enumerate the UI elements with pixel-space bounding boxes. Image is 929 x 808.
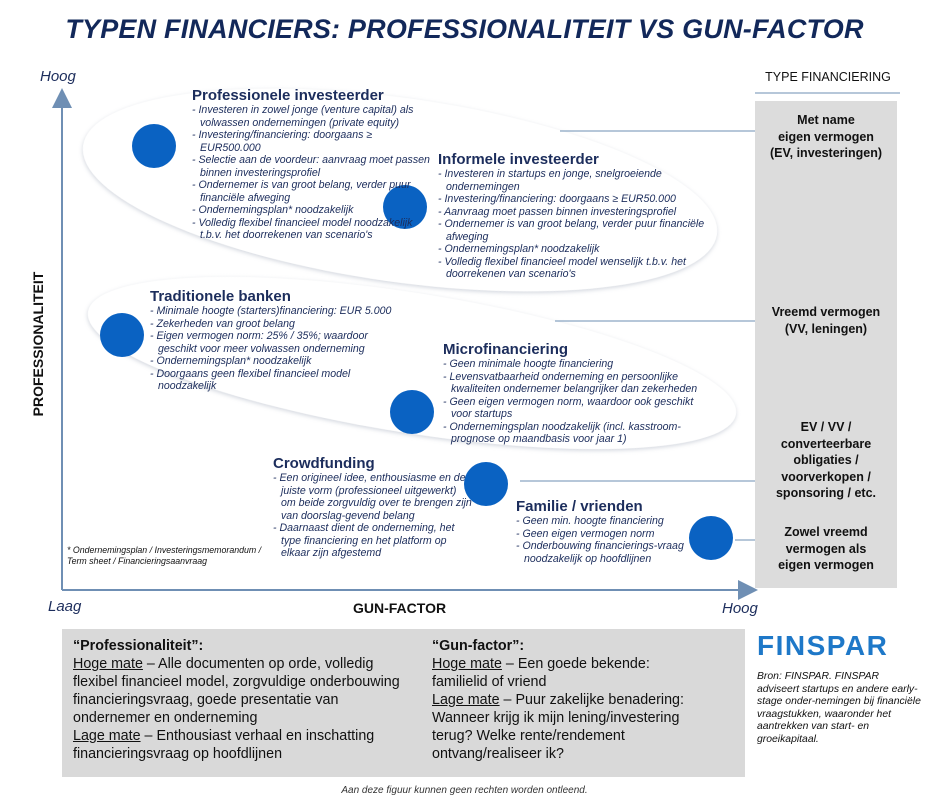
high-text: – Een goede bekende: familielid of vriend: [432, 656, 650, 690]
bullet-item: - Aanvraag moet passen binnen investeringsprofiel: [438, 206, 706, 219]
bullet-list: [443, 358, 713, 446]
page-title: TYPEN FINANCIERS: PROFESSIONALITEIT VS GUN-FACTOR: [65, 14, 864, 44]
disclaimer: Aan deze figuur kunnen geen rechten worden ontleend.: [341, 785, 588, 796]
cluster-crowdfunding: [273, 455, 473, 560]
bullet-item: - Doorgaans geen flexibel financieel model noodzakelijk: [150, 368, 398, 393]
footnote: * Ondernemingsplan / Investeringsmemorandum / Term sheet / Financieringsaanvraag: [67, 545, 262, 566]
bullet-item: - Volledig flexibel financieel model wenselijk t.b.v. het doorrekenen van scenario's: [438, 256, 706, 281]
type-financing-header: TYPE FINANCIERING: [765, 70, 891, 84]
low-text: – Puur zakelijke benadering: Wanneer krijg ik mijn lening/investering terug? Welke rente/rendement ontvang/realiseer ik?: [432, 692, 684, 762]
cluster-family-friends: [516, 498, 688, 565]
bullet-item: - Geen eigen vermogen norm, waardoor ook geschikt voor startups: [443, 396, 713, 421]
definition-gun-factor: [432, 637, 704, 763]
cluster-title: Familie / vrienden: [516, 498, 643, 515]
cluster-traditional-banks: [150, 288, 398, 393]
family-friends-dot: [689, 516, 733, 560]
financing-type-panel: [755, 101, 897, 588]
bullet-item: - Investeren in zowel jonge (venture capital) als volwassen ondernemingen (private equity): [192, 104, 432, 129]
low-label: Lage mate: [73, 728, 141, 744]
low-label: Lage mate: [432, 692, 500, 708]
bullet-item: - Geen eigen vermogen norm: [516, 528, 688, 541]
financing-type-mixed: EV / VV / converteerbare obligaties / voorverkopen / sponsoring / etc.: [775, 420, 876, 500]
financing-type-equity: Met name eigen vermogen (EV, investeringen): [769, 113, 883, 160]
microfinancing-dot: [390, 390, 434, 434]
cluster-title: Microfinanciering: [443, 341, 569, 358]
high-text: – Alle documenten op orde, volledig flexibel financieel model, zorgvuldige onderbouwing financieringsvraag, goede presentatie van ondernemer en onderneming: [73, 656, 400, 726]
bullet-item: - Een origineel idee, enthousiasme en de juiste vorm (professioneel uitgewerkt) om beide zorgvuldig over te brengen zijn van doorslag-gevend belang: [273, 472, 473, 522]
bullet-item: - Investering/financiering: doorgaans ≥ EUR500.000: [192, 129, 432, 154]
traditional-banks-dot: [100, 313, 144, 357]
high-label: Hoge mate: [432, 656, 502, 672]
bullet-item: - Minimale hoogte (starters)financiering: EUR 5.000: [150, 305, 398, 318]
x-axis-title: GUN-FACTOR: [353, 600, 447, 616]
bullet-item: - Eigen vermogen norm: 25% / 35%; waardoor geschikt voor meer volwassen onderneming: [150, 330, 398, 355]
definition-professionaliteit: [73, 637, 411, 763]
definition-heading: “Professionaliteit”:: [73, 638, 204, 654]
bullet-item: - Ondernemingsplan* noodzakelijk: [438, 243, 706, 256]
bullet-item: - Selectie aan de voordeur: aanvraag moet passen binnen investeringsprofiel: [192, 154, 432, 179]
bullet-item: - Ondernemingsplan* noodzakelijk: [150, 355, 398, 368]
bullet-item: - Zekerheden van groot belang: [150, 318, 398, 331]
bullet-item: - Ondernemingsplan noodzakelijk (incl. kasstroom-prognose op maandbasis voor jaar 1): [443, 421, 713, 446]
bullet-item: - Geen min. hoogte financiering: [516, 515, 688, 528]
cluster-title: Informele investeerder: [438, 151, 599, 168]
bullet-item: - Geen minimale hoogte financiering: [443, 358, 713, 371]
bullet-item: - Daarnaast dient de onderneming, het type financiering en het platform op elkaar zijn afgestemd: [273, 522, 473, 560]
cluster-professional-investor: [192, 87, 432, 242]
cluster-microfinancing: [443, 341, 713, 446]
bullet-item: - Onderbouwing financierings-vraag noodzakelijk op hoofdlijnen: [516, 540, 688, 565]
bullet-item: - Ondernemingsplan* noodzakelijk: [192, 204, 432, 217]
bullet-list: [150, 305, 398, 393]
cluster-informal-investor: [438, 151, 706, 281]
y-axis-title: PROFESSIONALITEIT: [30, 271, 46, 417]
bullet-item: - Ondernemer is van groot belang, verder puur financiële afweging: [192, 179, 432, 204]
bullet-list: [192, 104, 432, 242]
cluster-title: Professionele investeerder: [192, 87, 384, 104]
bullet-list: [438, 168, 706, 281]
definition-heading: “Gun-factor”:: [432, 638, 525, 654]
cluster-title: Traditionele banken: [150, 288, 291, 305]
source-note: Bron: FINSPAR. FINSPAR adviseert startups en andere early-stage onder-nemingen bij financiële vraagstukken, waaronder het aantrekken van start- en groeikapitaal.: [757, 671, 921, 745]
bullet-item: - Investeren in startups en jonge, snelgroeiende ondernemingen: [438, 168, 706, 193]
bullet-item: - Investering/financiering: doorgaans ≥ EUR50.000: [438, 193, 706, 206]
x-axis-high-label: Hoog: [722, 600, 758, 617]
bullet-item: - Levensvatbaarheid onderneming en persoonlijke kwaliteiten ondernemer belangrijker dan zekerheden: [443, 371, 713, 396]
high-label: Hoge mate: [73, 656, 143, 672]
y-axis-low-label: Laag: [48, 598, 82, 615]
y-axis-high-label: Hoog: [40, 68, 76, 85]
financing-type-debt: Vreemd vermogen (VV, leningen): [771, 305, 881, 336]
cluster-title: Crowdfunding: [273, 455, 375, 472]
bullet-list: [516, 515, 688, 565]
bullet-list: [273, 472, 473, 560]
financing-type-both: Zowel vreemd vermogen als eigen vermogen: [778, 525, 874, 572]
low-text: – Enthousiast verhaal en inschatting financieringsvraag op hoofdlijnen: [73, 728, 375, 762]
bullet-item: - Ondernemer is van groot belang, verder puur financiële afweging: [438, 218, 706, 243]
finspar-logo: FINSPAR: [757, 630, 889, 661]
bullet-item: - Volledig flexibel financieel model noodzakelijk t.b.v. het doorrekenen van scenario's: [192, 217, 432, 242]
professional-investor-dot: [132, 124, 176, 168]
